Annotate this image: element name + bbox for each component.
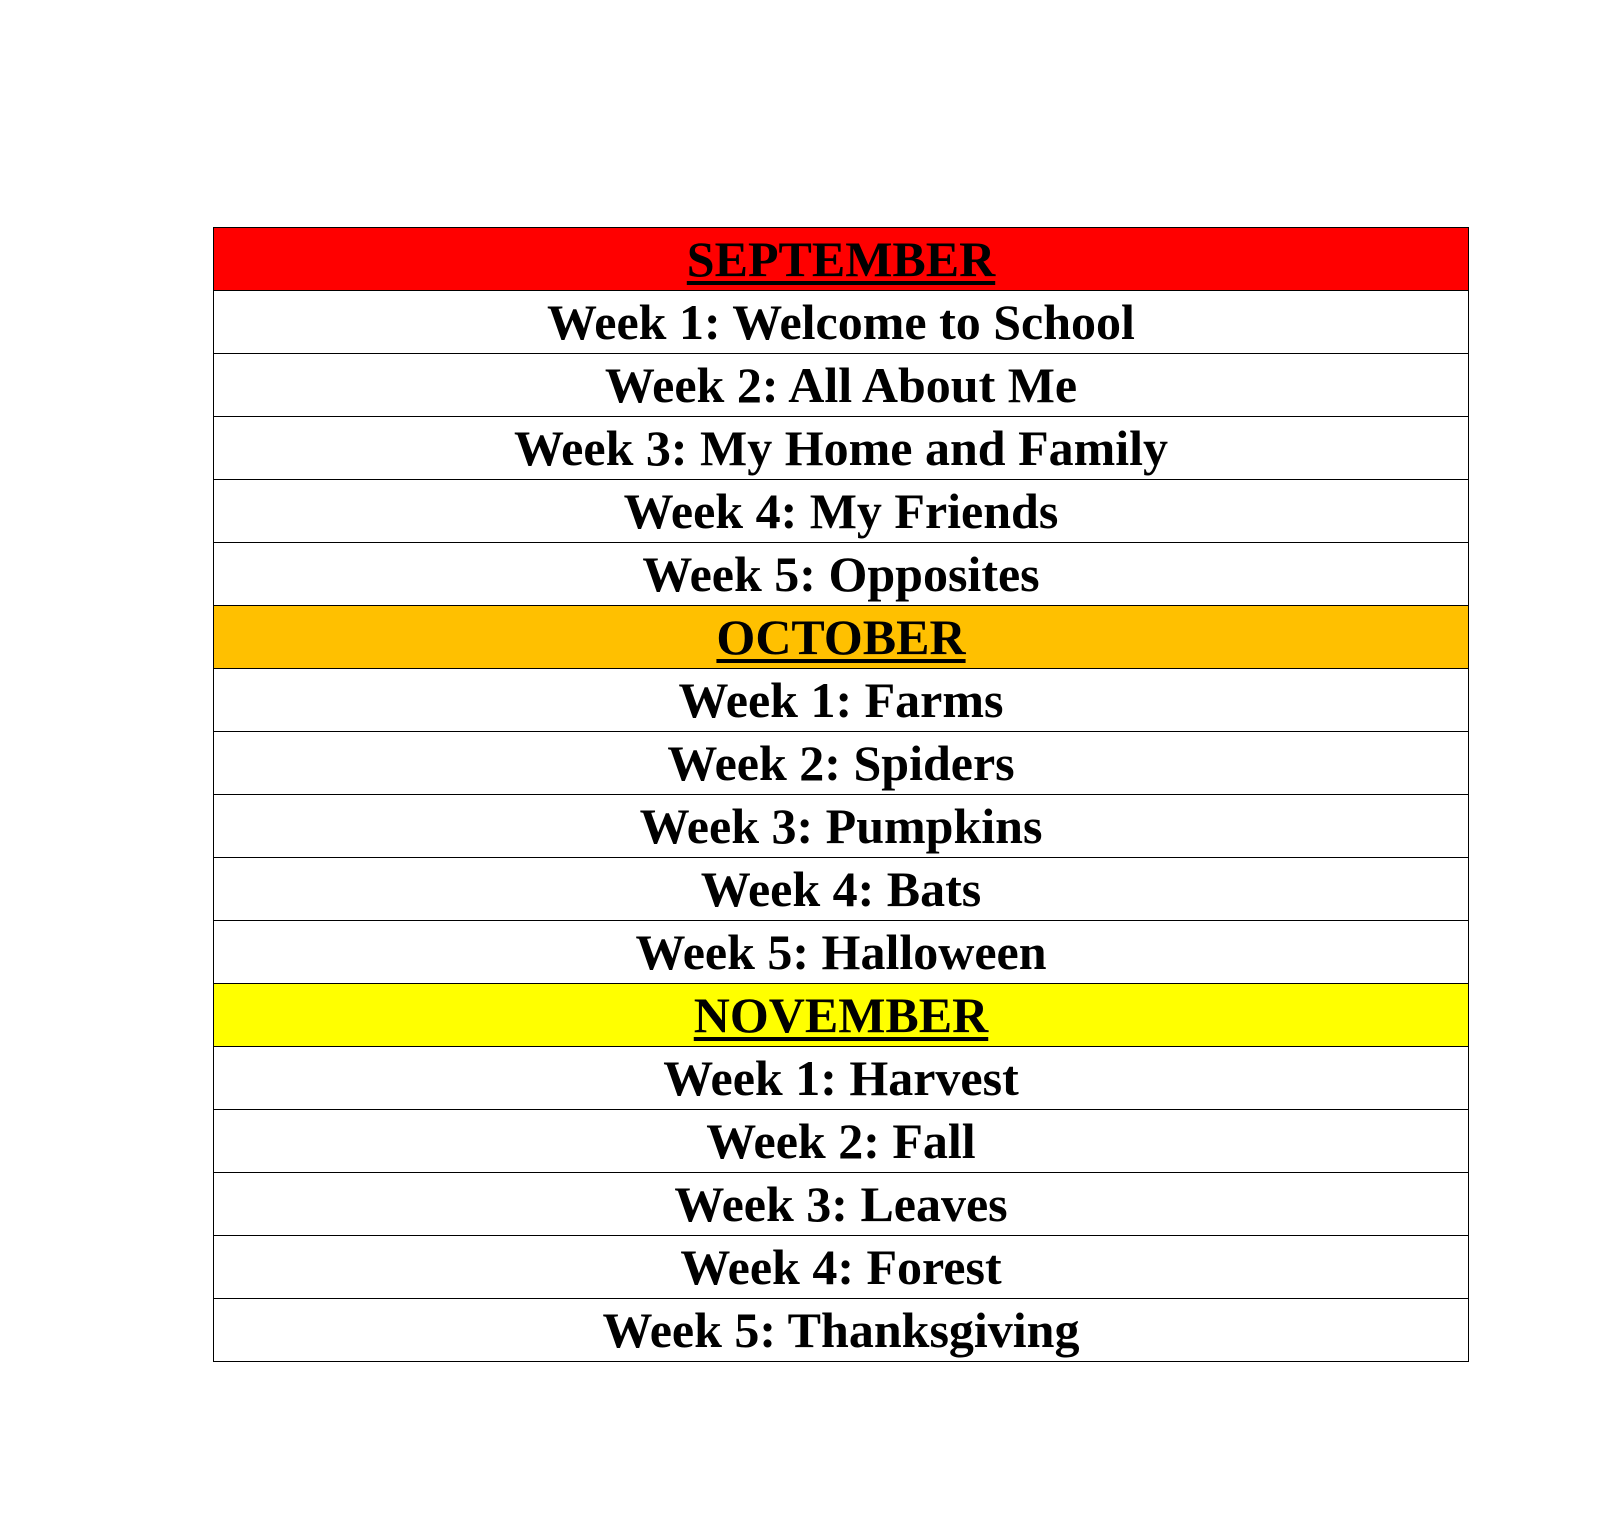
week-row xyxy=(214,1173,1469,1236)
week-row xyxy=(214,795,1469,858)
week-row xyxy=(214,858,1469,921)
week-theme-cell xyxy=(214,1110,1469,1173)
week-row xyxy=(214,732,1469,795)
week-theme-text: Week 2: All About Me xyxy=(604,357,1078,413)
month-title: NOVEMBER xyxy=(693,987,989,1043)
week-row xyxy=(214,921,1469,984)
week-theme-cell xyxy=(214,1236,1469,1299)
week-theme-text: Week 4: My Friends xyxy=(623,483,1059,539)
week-theme-text: Week 4: Bats xyxy=(700,861,982,917)
week-theme-text: Week 3: Leaves xyxy=(674,1176,1008,1232)
month-header-cell xyxy=(214,984,1469,1047)
week-theme-cell xyxy=(214,291,1469,354)
week-row xyxy=(214,417,1469,480)
month-title: SEPTEMBER xyxy=(686,231,996,287)
month-header-row xyxy=(214,984,1469,1047)
week-row xyxy=(214,543,1469,606)
month-title: OCTOBER xyxy=(716,609,966,665)
week-theme-cell xyxy=(214,480,1469,543)
week-row xyxy=(214,291,1469,354)
week-theme-text: Week 1: Harvest xyxy=(663,1050,1019,1106)
theme-schedule-table xyxy=(213,227,1469,1362)
week-theme-cell xyxy=(214,921,1469,984)
week-theme-text: Week 2: Spiders xyxy=(667,735,1015,791)
week-row xyxy=(214,1110,1469,1173)
week-theme-cell xyxy=(214,669,1469,732)
week-theme-text: Week 4: Forest xyxy=(680,1239,1002,1295)
month-header-row xyxy=(214,606,1469,669)
week-theme-cell xyxy=(214,543,1469,606)
week-theme-cell xyxy=(214,1173,1469,1236)
week-theme-text: Week 3: My Home and Family xyxy=(513,420,1169,476)
schedule-body xyxy=(214,228,1469,1362)
week-theme-cell xyxy=(214,354,1469,417)
week-theme-text: Week 2: Fall xyxy=(706,1113,976,1169)
month-header-cell xyxy=(214,228,1469,291)
week-row xyxy=(214,1299,1469,1362)
week-row xyxy=(214,1236,1469,1299)
week-theme-text: Week 5: Opposites xyxy=(642,546,1040,602)
week-row xyxy=(214,1047,1469,1110)
week-theme-cell xyxy=(214,1299,1469,1362)
week-row xyxy=(214,669,1469,732)
week-theme-cell xyxy=(214,417,1469,480)
week-theme-text: Week 3: Pumpkins xyxy=(639,798,1043,854)
week-theme-cell xyxy=(214,795,1469,858)
week-theme-text: Week 5: Halloween xyxy=(635,924,1047,980)
week-row xyxy=(214,480,1469,543)
week-theme-cell xyxy=(214,732,1469,795)
week-theme-text: Week 1: Welcome to School xyxy=(547,294,1135,350)
week-theme-text: Week 1: Farms xyxy=(678,672,1004,728)
month-header-cell xyxy=(214,606,1469,669)
week-theme-cell xyxy=(214,858,1469,921)
month-header-row xyxy=(214,228,1469,291)
week-row xyxy=(214,354,1469,417)
week-theme-text: Week 5: Thanksgiving xyxy=(602,1302,1080,1358)
week-theme-cell xyxy=(214,1047,1469,1110)
